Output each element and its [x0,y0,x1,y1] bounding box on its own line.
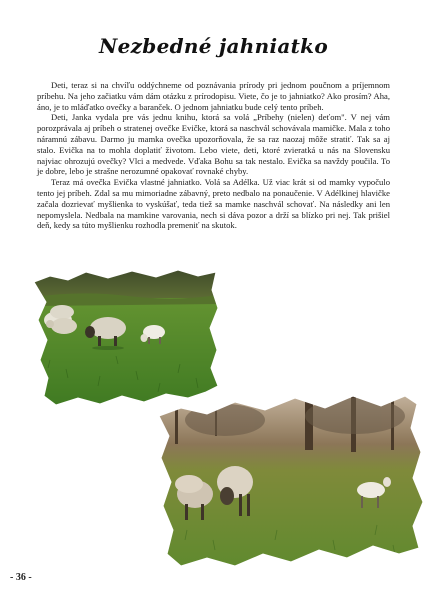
paragraph-3: Teraz má ovečka Evička vlastné jahniatko. Volá sa Adélka. Už viac krát si od mamky vypočulo tento jej príbeh. Zdal sa mu mimoriadne zábavný, preto nedbalo na ponaučenie. V Adélkinej hlavičke začala dozrievať myšlienka to vyskúšať, teda tiež sa mamke naschvál schovať. Na následky ani len nepomyslela. Nedbala na mamkine varovania, nech si dáva pozor a drží sa blízko pri nej. Tak prišiel deň, kedy sa túto myšlienku rozhodla premeniť na skutok. [37,177,390,231]
page-title: Nezbedné jahniatko [99,34,328,58]
sheep-photo-1 [28,268,224,408]
story-text [37,80,390,231]
sheep-photo-2 [155,390,425,570]
paragraph-1: Deti, teraz si na chvíľu oddýchneme od poznávania prírody pri jednom poučnom a príjemnom príbehu. Na jeho začiatku vám dám otázku z prírodopisu. Viete, čo je to jahniatko? Ako prosím? Aha, áno, je to mláďatko ovečky a baranček. O jednom jahniatku bude celý tento príbeh. [37,80,390,112]
paragraph-2: Deti, Janka vydala pre vás jednu knihu, ktorá sa volá „Príbehy (nielen) deťom". V nej vám porozprávala aj príbeh o stratenej ovečke Evičke, ktorá sa naschvál schovávala mamičke. Mala z toho náramnú zábavu. Darmo ju mamka ovečka upozorňovala, že sa raz naozaj môže stratiť. Tak sa aj stalo. Evička na to mohla doplatiť životom. Lebo viete, deti, ktoré zvieratká u nás na Slovensku najviac ohrozujú ovečky? Vlci a medvede. Vďaka Bohu sa tak nestalo. Evička sa navždy poučila. To je dobre, lebo je strašne nerozumné opakovať rovnaké chyby. [37,112,390,177]
page-number: - 36 - [10,572,32,583]
